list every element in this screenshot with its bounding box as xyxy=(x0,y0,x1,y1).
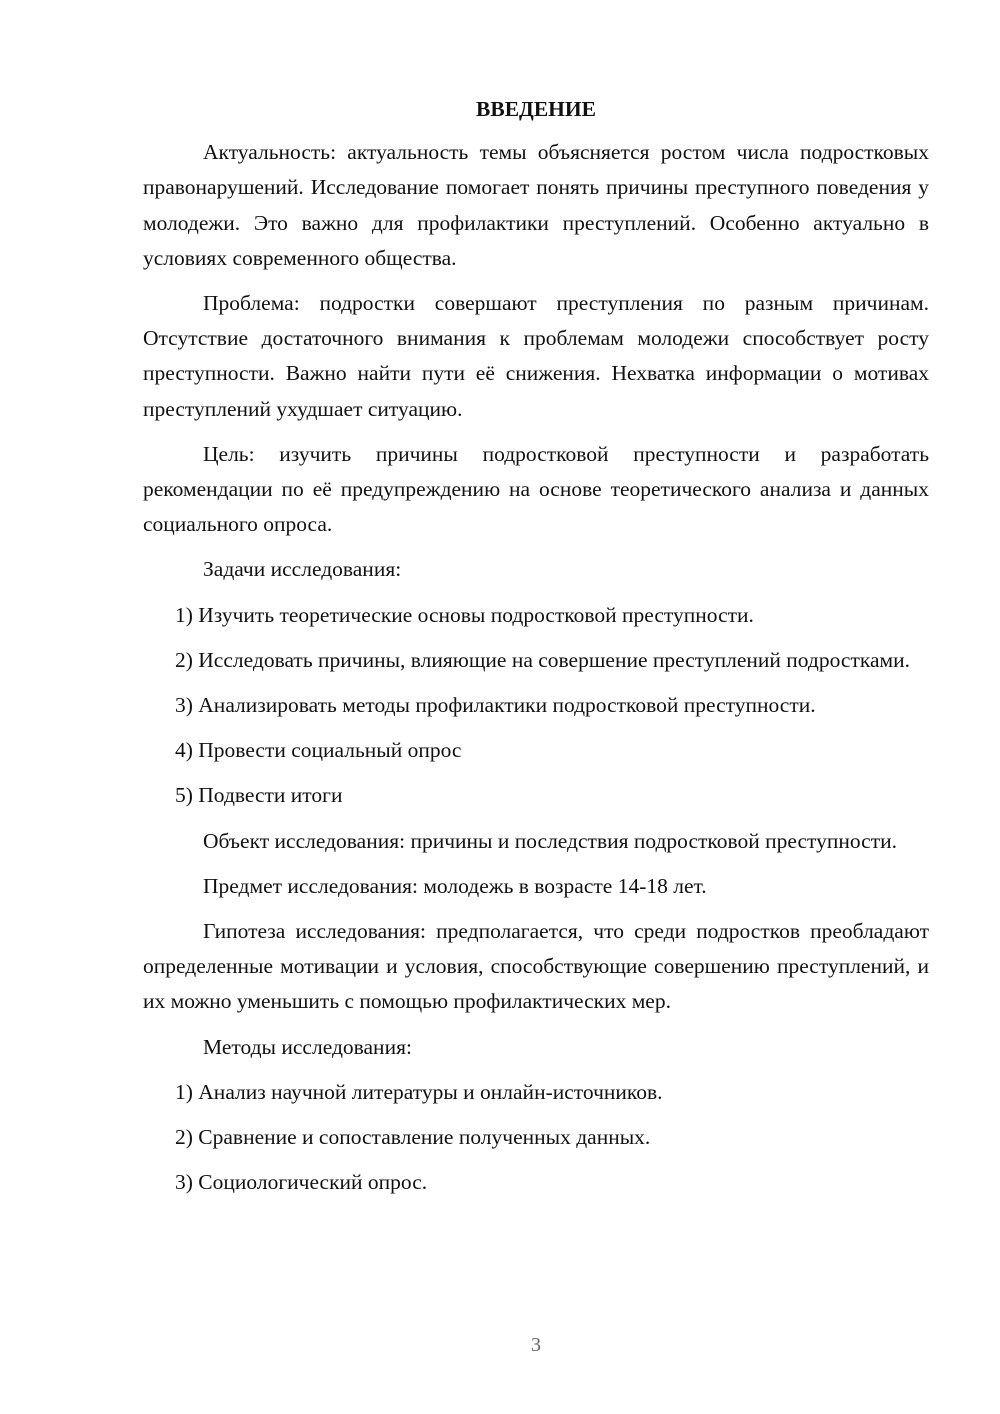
method-item-2: 2) Сравнение и сопоставление полученных данных. xyxy=(175,1125,651,1150)
method-item-3: 3) Социологический опрос. xyxy=(175,1170,428,1195)
task-item-4: 4) Провести социальный опрос xyxy=(175,738,462,763)
page-number: 3 xyxy=(531,1334,541,1356)
methods-heading: Методы исследования: xyxy=(203,1034,412,1059)
task-item-1: 1) Изучить теоретические основы подростковой преступности. xyxy=(175,602,754,627)
goal-paragraph: Цель: изучить причины подростковой преступности и разработать рекомендации по её предупреждению на основе теоретического анализа и данных социального опроса. xyxy=(143,441,929,537)
task-item-3: 3) Анализировать методы профилактики подростковой преступности. xyxy=(175,693,816,718)
object-paragraph: Объект исследования: причины и последствия подростковой преступности. xyxy=(203,828,898,853)
problem-paragraph: Проблема: подростки совершают преступления по разным причинам. Отсутствие достаточного внимания к проблемам молодежи способствует росту преступности. Важно найти пути её снижения. Нехватка информации о мотивах преступлений ухудшает ситуацию. xyxy=(143,291,929,421)
subject-paragraph: Предмет исследования: молодежь в возрасте 14-18 лет. xyxy=(203,873,707,898)
method-item-1: 1) Анализ научной литературы и онлайн-источников. xyxy=(175,1079,663,1104)
section-title: ВВЕДЕНИЕ xyxy=(476,97,596,121)
task-item-5: 5) Подвести итоги xyxy=(175,783,343,808)
task-item-2: 2) Исследовать причины, влияющие на совершение преступлений подростками. xyxy=(175,647,910,672)
hypothesis-paragraph: Гипотеза исследования: предполагается, что среди подростков преобладают определенные мотивации и условия, способствующие совершению преступлений, и их можно уменьшить с помощью профилактических мер. xyxy=(143,919,929,1014)
relevance-paragraph: Актуальность: актуальность темы объясняется ростом числа подростковых правонарушений. Исследование помогает понять причины преступного поведения у молодежи. Это важно для профилактики преступлений. Особенно актуально в условиях современного общества. xyxy=(143,140,929,270)
tasks-heading: Задачи исследования: xyxy=(203,557,402,582)
page-content xyxy=(143,92,929,1210)
